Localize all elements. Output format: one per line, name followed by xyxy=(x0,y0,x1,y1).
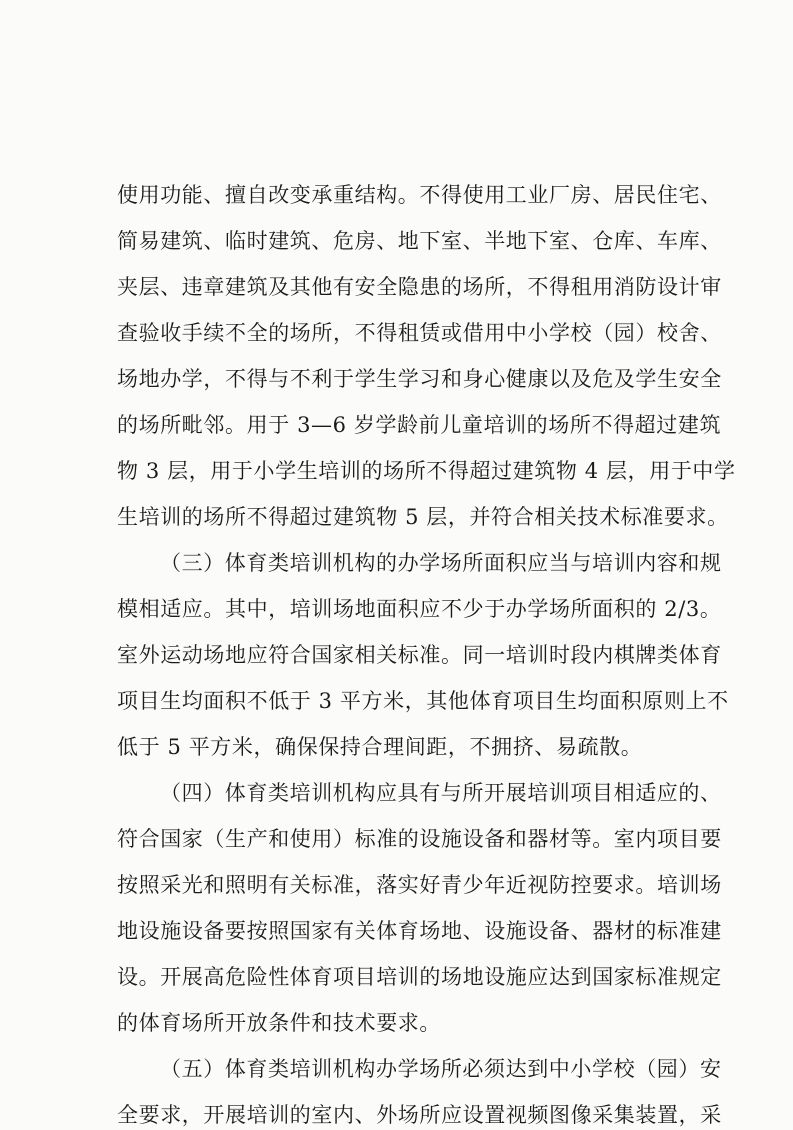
text-line: 低于 5 平方米，确保保持合理间距，不拥挤、易疏散。 xyxy=(117,735,643,759)
paragraph-first-line: （三）体育类培训机构的办学场所面积应当与培训内容和规 xyxy=(160,551,722,575)
text-line: 的场所毗邻。用于 3—6 岁学龄前儿童培训的场所不得超过建筑 xyxy=(117,413,722,437)
text-line: 地设施设备要按照国家有关体育场地、设施设备、器材的标准建 xyxy=(117,919,722,943)
text-line: 的体育场所开放条件和技术要求。 xyxy=(117,1011,441,1035)
text-line: 物 3 层，用于小学生培训的场所不得超过建筑物 4 层，用于中学 xyxy=(117,459,736,483)
paragraph-first-line: （四）体育类培训机构应具有与所开展培训项目相适应的、 xyxy=(160,781,722,805)
paragraph-first-line: （五）体育类培训机构办学场所必须达到中小学校（园）安 xyxy=(160,1057,722,1081)
text-line: 项目生均面积不低于 3 平方米，其他体育项目生均面积原则上不 xyxy=(117,689,729,713)
text-line: 按照采光和照明有关标准，落实好青少年近视防控要求。培训场 xyxy=(117,873,722,897)
text-line: 使用功能、擅自改变承重结构。不得使用工业厂房、居民住宅、 xyxy=(117,183,722,207)
text-line: 全要求，开展培训的室内、外场所应设置视频图像采集装置，采 xyxy=(117,1103,722,1127)
text-line: 设。开展高危险性体育项目培训的场地设施应达到国家标准规定 xyxy=(117,965,722,989)
text-line: 夹层、违章建筑及其他有安全隐患的场所，不得租用消防设计审 xyxy=(117,275,722,299)
text-line: 简易建筑、临时建筑、危房、地下室、半地下室、仓库、车库、 xyxy=(117,229,722,253)
text-line: 场地办学，不得与不利于学生学习和身心健康以及危及学生安全 xyxy=(117,367,722,391)
text-line: 符合国家（生产和使用）标准的设施设备和器材等。室内项目要 xyxy=(117,827,722,851)
text-line: 室外运动场地应符合国家相关标准。同一培训时段内棋牌类体育 xyxy=(117,643,722,667)
text-line: 模相适应。其中，培训场地面积应不少于办学场所面积的 2/3。 xyxy=(117,597,722,621)
text-line: 查验收手续不全的场所，不得租赁或借用中小学校（园）校舍、 xyxy=(117,321,722,345)
text-line: 生培训的场所不得超过建筑物 5 层，并符合相关技术标准要求。 xyxy=(117,505,729,529)
